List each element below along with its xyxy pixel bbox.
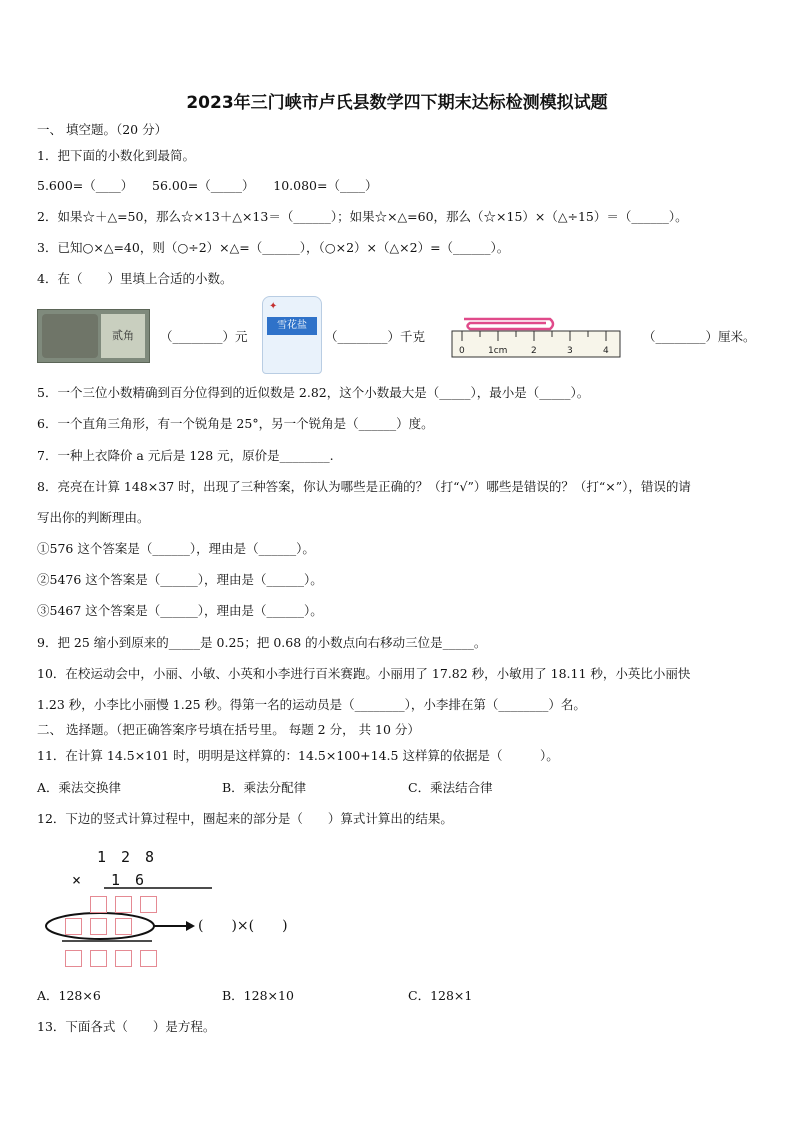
ruler-label: 3 xyxy=(567,346,573,356)
ruler-label: 4 xyxy=(603,346,609,356)
q4-blank-cm: （________）厘米。 xyxy=(643,329,756,344)
q1-text: 1．把下面的小数化到最简。 xyxy=(37,148,195,163)
placeholder-box xyxy=(115,896,132,913)
q12-arrow-blanks: ( )×( ) xyxy=(198,918,288,934)
placeholder-box xyxy=(65,950,82,967)
ruler-label: 1cm xyxy=(488,346,508,356)
q4-text: 4．在（ ）里填上合适的小数。 xyxy=(37,271,233,286)
placeholder-box xyxy=(115,918,132,935)
placeholder-box xyxy=(90,950,107,967)
portrait-icon xyxy=(42,314,98,358)
q3-text: 3．已知○×△=40，则（○÷2）×△=（______），（○×2）×（△×2）=（______）。 xyxy=(37,240,510,255)
placeholder-box xyxy=(65,918,82,935)
multiplication-diagram xyxy=(40,886,340,946)
q6-text: 6．一个直角三角形，有一个锐角是 25°，另一个锐角是（______）度。 xyxy=(37,416,434,431)
q8-item-2: ②5476 这个答案是（______），理由是（______）。 xyxy=(37,572,323,587)
q2-text: 2．如果☆＋△=50，那么☆×13＋△×13＝（______）；如果☆×△=60，那么（☆×15）×（△÷15）＝（______）。 xyxy=(37,209,688,224)
q8-text-line1: 8．亮亮在计算 148×37 时，出现了三种答案，你认为哪些是正确的？（打“√”）哪些是错误的？（打“×”），错误的请 xyxy=(37,479,691,494)
placeholder-box xyxy=(115,950,132,967)
q8-text-line2: 写出你的判断理由。 xyxy=(37,510,150,525)
ruler-label: 0 xyxy=(459,346,465,356)
q12-option-b: B．128×10 xyxy=(222,988,294,1003)
multiplier: × 1 6 xyxy=(72,871,145,889)
paperclip-icon xyxy=(464,319,553,329)
q1-items: 5.600=（____） 56.00=（_____） 10.080=（____） xyxy=(37,178,378,193)
q13-text: 13．下面各式（ ）是方程。 xyxy=(37,1019,216,1034)
placeholder-box xyxy=(90,896,107,913)
q7-text: 7．一种上衣降价 a 元后是 128 元，原价是________. xyxy=(37,448,334,463)
multiplicand: 1 2 8 xyxy=(97,848,155,866)
q4-blank-kg: （________）千克 xyxy=(325,329,426,344)
q11-option-a: A．乘法交换律 xyxy=(37,780,122,795)
salt-bag-image xyxy=(262,296,322,374)
ruler-with-clip-image xyxy=(450,311,625,361)
arrow-head-icon xyxy=(186,921,195,931)
page-title: 2023年三门峡市卢氏县数学四下期末达标检测模拟试题 xyxy=(186,93,608,113)
q10-text-line1: 10．在校运动会中，小丽、小敏、小英和小李进行百米赛跑。小丽用了 17.82 秒，小敏用了 18.11 秒，小英比小丽快 xyxy=(37,666,691,681)
q11-option-b: B．乘法分配律 xyxy=(222,780,307,795)
q9-text: 9．把 25 缩小到原来的_____是 0.25；把 0.68 的小数点向右移动三位是_____。 xyxy=(37,635,487,650)
q11-option-c: C．乘法结合律 xyxy=(408,780,493,795)
brand-logo-icon: ✦ xyxy=(269,301,278,312)
salt-label: 雪花盐 xyxy=(267,317,317,335)
placeholder-box xyxy=(90,918,107,935)
ruler-label: 2 xyxy=(531,346,537,356)
q4-blank-yuan: （________）元 xyxy=(160,329,248,344)
section1-heading: 一、 填空题。（20 分） xyxy=(37,122,168,137)
q11-text: 11．在计算 14.5×101 时，明明是这样算的：14.5×100+14.5 这样算的依据是（ ）。 xyxy=(37,748,559,763)
q10-text-line2: 1.23 秒，小李比小丽慢 1.25 秒。得第一名的运动员是（________），小李排在第（________）名。 xyxy=(37,697,586,712)
placeholder-box xyxy=(140,950,157,967)
q12-text: 12．下边的竖式计算过程中，圈起来的部分是（ ）算式计算出的结果。 xyxy=(37,811,453,826)
q12-option-c: C．128×1 xyxy=(408,988,473,1003)
q12-option-a: A．128×6 xyxy=(37,988,101,1003)
q8-item-1: ①576 这个答案是（______），理由是（______）。 xyxy=(37,541,315,556)
section2-heading: 二、 选择题。（把正确答案序号填在括号里。 每题 2 分， 共 10 分） xyxy=(37,722,420,737)
rmb-banknote-image xyxy=(37,309,150,363)
q5-text: 5．一个三位小数精确到百分位得到的近似数是 2.82，这个小数最大是（_____），最小是（_____）。 xyxy=(37,385,590,400)
q8-item-3: ③5467 这个答案是（______），理由是（______）。 xyxy=(37,603,323,618)
rmb-denomination: 贰角 xyxy=(101,314,145,358)
placeholder-box xyxy=(140,896,157,913)
